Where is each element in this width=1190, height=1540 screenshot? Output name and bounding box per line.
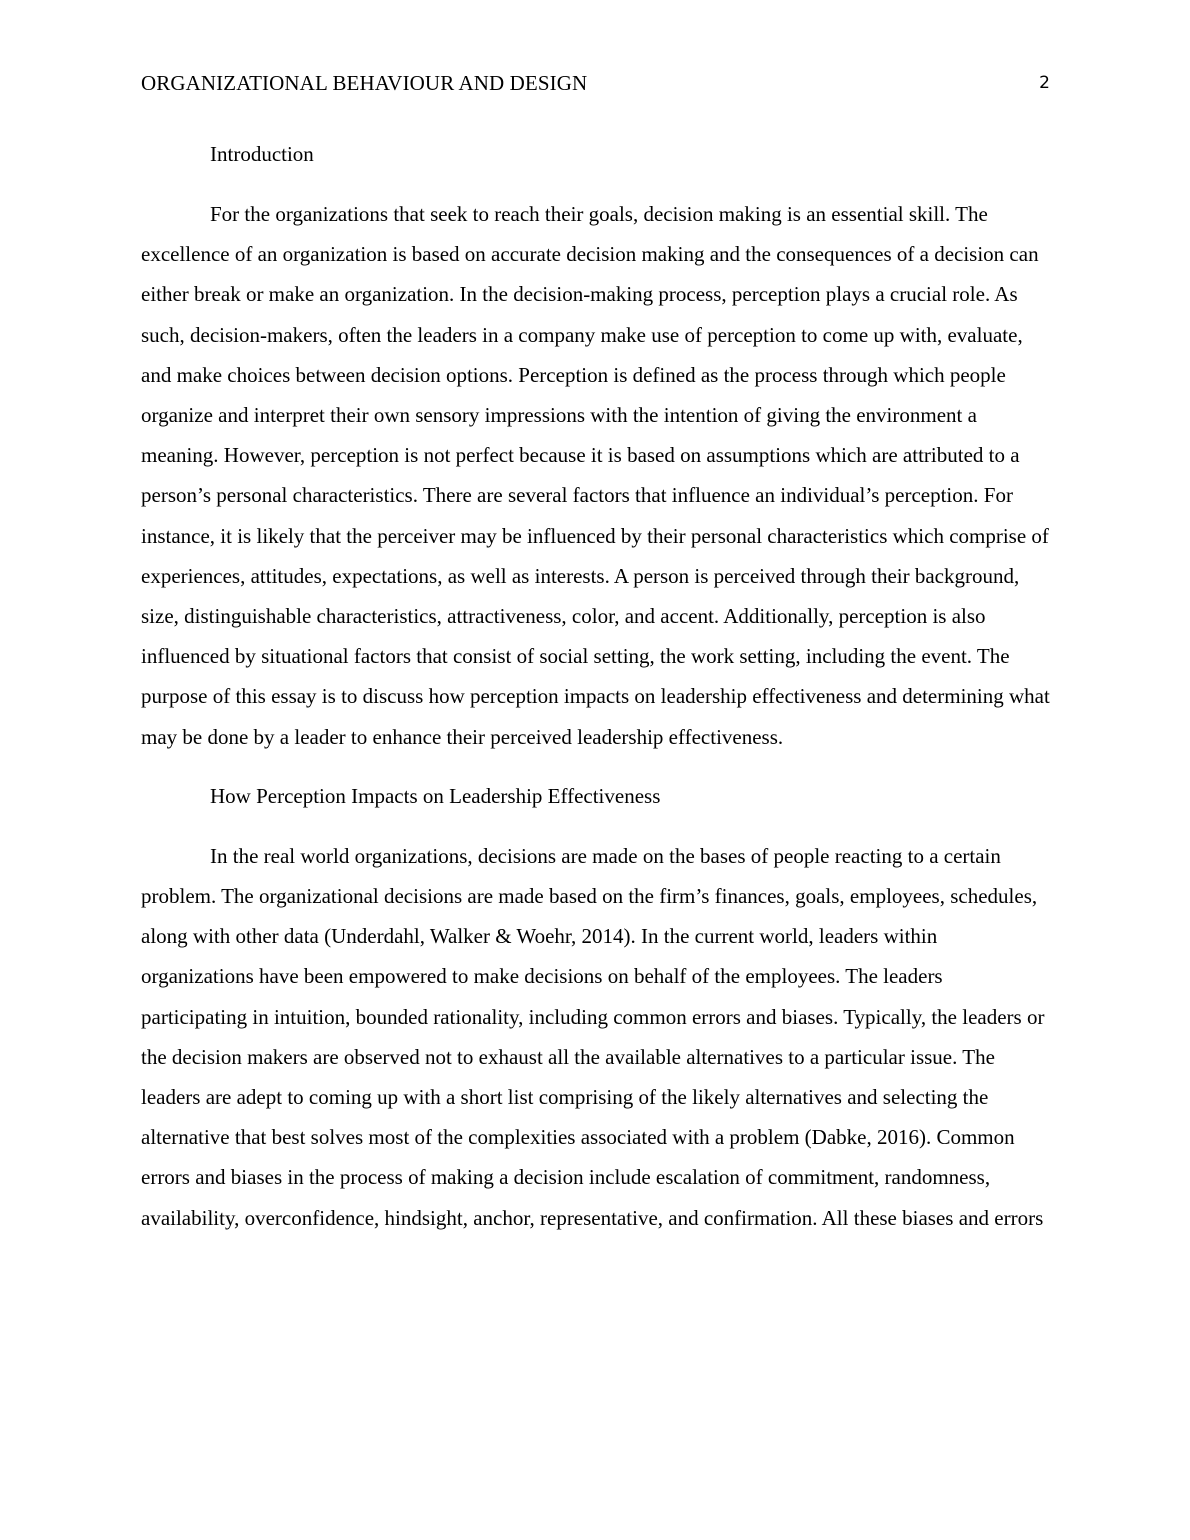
introduction-paragraph: For the organizations that seek to reach their goals, decision making is an essential skill. The excellence of an organization is based on accurate decision making and the consequences of a decision can either break or make an organization. In the decision-making process, perception plays a crucial role. As such, decision-makers, often the leaders in a company make use of perception to come up with, evaluate, and make choices between decision options. Perception is defined as the process through which people organize and interpret their own sensory impressions with the intention of giving the environment a meaning. However, perception is not perfect because it is based on assumptions which are attributed to a person’s personal characteristics. There are several factors that influence an individual’s perception. For instance, it is likely that the perceiver may be influenced by their personal characteristics which comprise of experiences, attitudes, expectations, as well as interests. A person is perceived through their background, size, distinguishable characteristics, attractiveness, color, and accent. Additionally, perception is also influenced by situational factors that consist of social setting, the work setting, including the event. The purpose of this essay is to discuss how perception impacts on leadership effectiveness and determining what may be done by a leader to enhance their perceived leadership effectiveness. bbox=[141, 202, 1050, 749]
section-heading-perception-impacts: How Perception Impacts on Leadership Effectiveness bbox=[210, 783, 661, 808]
body-text bbox=[141, 134, 1053, 1257]
perception-impacts-paragraph: In the real world organizations, decisions are made on the bases of people reacting to a certain problem. The organizational decisions are made based on the firm’s finances, goals, employees, schedules, along with other data (Underdahl, Walker & Woehr, 2014). In the current world, leaders within organizations have been empowered to make decisions on behalf of the employees. The leaders participating in intuition, bounded rationality, including common errors and biases. Typically, the leaders or the decision makers are observed not to exhaust all the available alternatives to a particular issue. The leaders are adept to coming up with a short list comprising of the likely alternatives and selecting the alternative that best solves most of the complexities associated with a problem (Dabke, 2016). Common errors and biases in the process of making a decision include escalation of commitment, randomness, availability, overconfidence, hindsight, anchor, representative, and confirmation. All these biases and errors bbox=[141, 843, 1045, 1230]
page-number: 2 bbox=[1039, 73, 1050, 93]
section-heading-introduction: Introduction bbox=[210, 142, 314, 166]
running-head: ORGANIZATIONAL BEHAVIOUR AND DESIGN bbox=[141, 71, 588, 95]
